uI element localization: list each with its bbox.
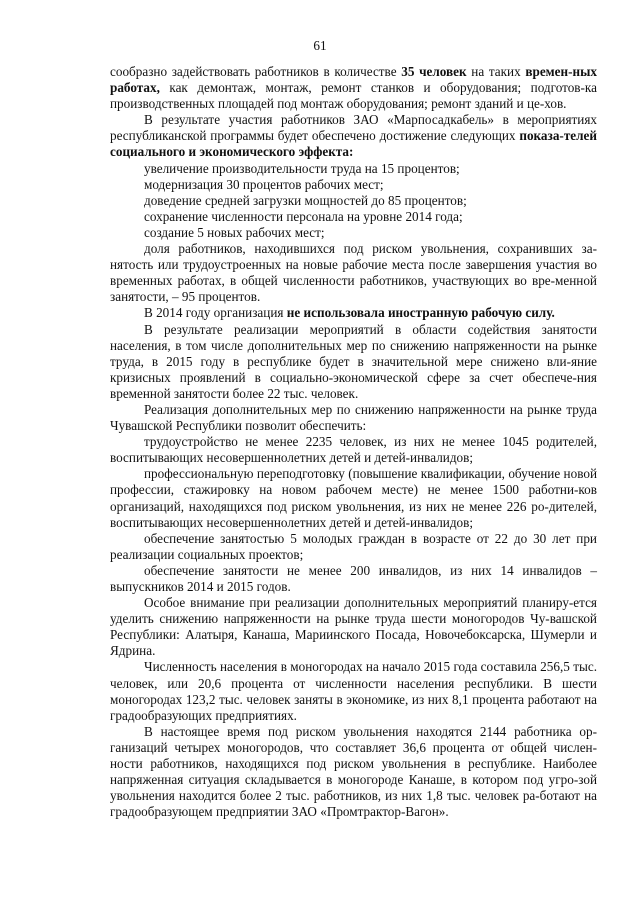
text-run: увеличение производительности труда на 15 процентов; xyxy=(144,160,460,176)
list-item xyxy=(110,563,597,595)
paragraph xyxy=(110,659,597,723)
paragraph xyxy=(110,402,597,434)
text-run: Реализация дополнительных мер по снижению напряженности на рынке труда Чувашской Республики позволит обеспечить: xyxy=(110,401,597,434)
text-run: В настоящее время под риском увольнения находятся 2144 работника ор-ганизаций четырех моногородов, что составляет 36,6 процента от общей числен-ности работников, находящихся под риском увольнения в республике. Наиболее напряженная ситуация складывается в моногороде Канаше, в котором под угро-зой увольнения находится более 2 тыс. работников, из них 1,8 тыс. человек ра-ботают на градообразующем предприятии ЗАО «Промтрактор-Вагон». xyxy=(110,723,597,820)
text-run: В результате участия работников ЗАО «Марпосадкабель» в мероприятиях республиканской программы будет обеспечено достижение следующих xyxy=(110,112,597,144)
text-run: как демонтаж, монтаж, ремонт станков и оборудования; подготов-ка производственных площадей под монтаж оборудования; ремонт зданий и це-хов. xyxy=(110,80,597,112)
bold-text-run: 35 человек xyxy=(401,64,467,79)
bold-text-run: показа-телей социального и экономического эффекта: xyxy=(110,128,597,160)
list-item xyxy=(110,434,597,466)
paragraph xyxy=(110,322,597,402)
text-run: модернизация 30 процентов рабочих мест; xyxy=(144,176,384,192)
text-run: доведение средней загрузки мощностей до 85 процентов; xyxy=(144,192,467,208)
list-item xyxy=(110,225,597,241)
list-item xyxy=(110,531,597,563)
text-run: В результате реализации мероприятий в области содействия занятости населения, в том числе дополнительных мер по снижению напряженности на рынке труда, в 2015 году в республике будет в значительной мере снижено вли-яние кризисных проявлений в социально-экономической сфере за счет обеспече-ния временной занятости более 22 тыс. человек. xyxy=(110,321,597,401)
text-run: доля работников, находившихся под риском увольнения, сохранивших за-нятость или трудоустроенных на новые рабочие места после завершения участия во временных работах, в общей численности работников, участвующих во вре-менной занятости, – 95 процентов. xyxy=(110,241,597,305)
bold-text-run: времен-ных работах, xyxy=(110,64,597,96)
page-number: 61 xyxy=(313,38,327,53)
list-item xyxy=(110,177,597,193)
text-run: обеспечение занятости не менее 200 инвалидов, из них 14 инвалидов – выпускников 2014 и 2015 годов. xyxy=(110,562,597,594)
list-item xyxy=(110,466,597,530)
text-run: В 2014 году организация xyxy=(144,305,287,321)
text-run: обеспечение занятостью 5 молодых граждан в возрасте от 22 до 30 лет при реализации социальных проектов; xyxy=(110,530,597,562)
list-item xyxy=(110,241,597,305)
text-run: Особое внимание при реализации дополнительных мероприятий планиру-ется уделить снижению напряженности на рынке труда шести моногородов Чу-вашской Республики: Алатыря, Канаша, Мариинского Посада, Новочебоксарска, Шумерли и Ядрина. xyxy=(110,595,597,659)
text-run: создание 5 новых рабочих мест; xyxy=(144,224,325,240)
bold-text-run: не использовала иностранную рабочую силу. xyxy=(286,305,555,321)
list-item xyxy=(110,161,597,177)
paragraph xyxy=(110,64,597,112)
paragraph xyxy=(110,112,597,160)
paragraph xyxy=(110,305,597,321)
text-run: сохранение численности персонала на уровне 2014 года; xyxy=(144,208,463,224)
text-run: сообразно задействовать работников в количестве xyxy=(110,64,402,79)
text-run: профессиональную переподготовку (повышение квалификации, обучение новой профессии, стажировку на новом рабочем месте) не менее 1500 работни-ков организаций, находящихся под риском увольнения, из них не менее 226 ро-дителей, воспитывающих несовершеннолетних детей и детей-инвалидов; xyxy=(110,466,597,530)
body-text xyxy=(110,64,597,820)
paragraph xyxy=(110,595,597,659)
text-run: Численность населения в моногородах на начало 2015 года составила 256,5 тыс. человек, или 20,6 процента от численности населения республики. В шести моногородах 123,2 тыс. человек заняты в экономике, из них 8,1 процента работают на градообразующих предприятиях. xyxy=(110,659,597,723)
list-item xyxy=(110,209,597,225)
text-run: трудоустройство не менее 2235 человек, из них не менее 1045 родителей, воспитывающих несовершеннолетних детей и детей-инвалидов; xyxy=(110,434,597,466)
text-run: на таких xyxy=(466,64,526,79)
list-item xyxy=(110,193,597,209)
paragraph xyxy=(110,724,597,821)
